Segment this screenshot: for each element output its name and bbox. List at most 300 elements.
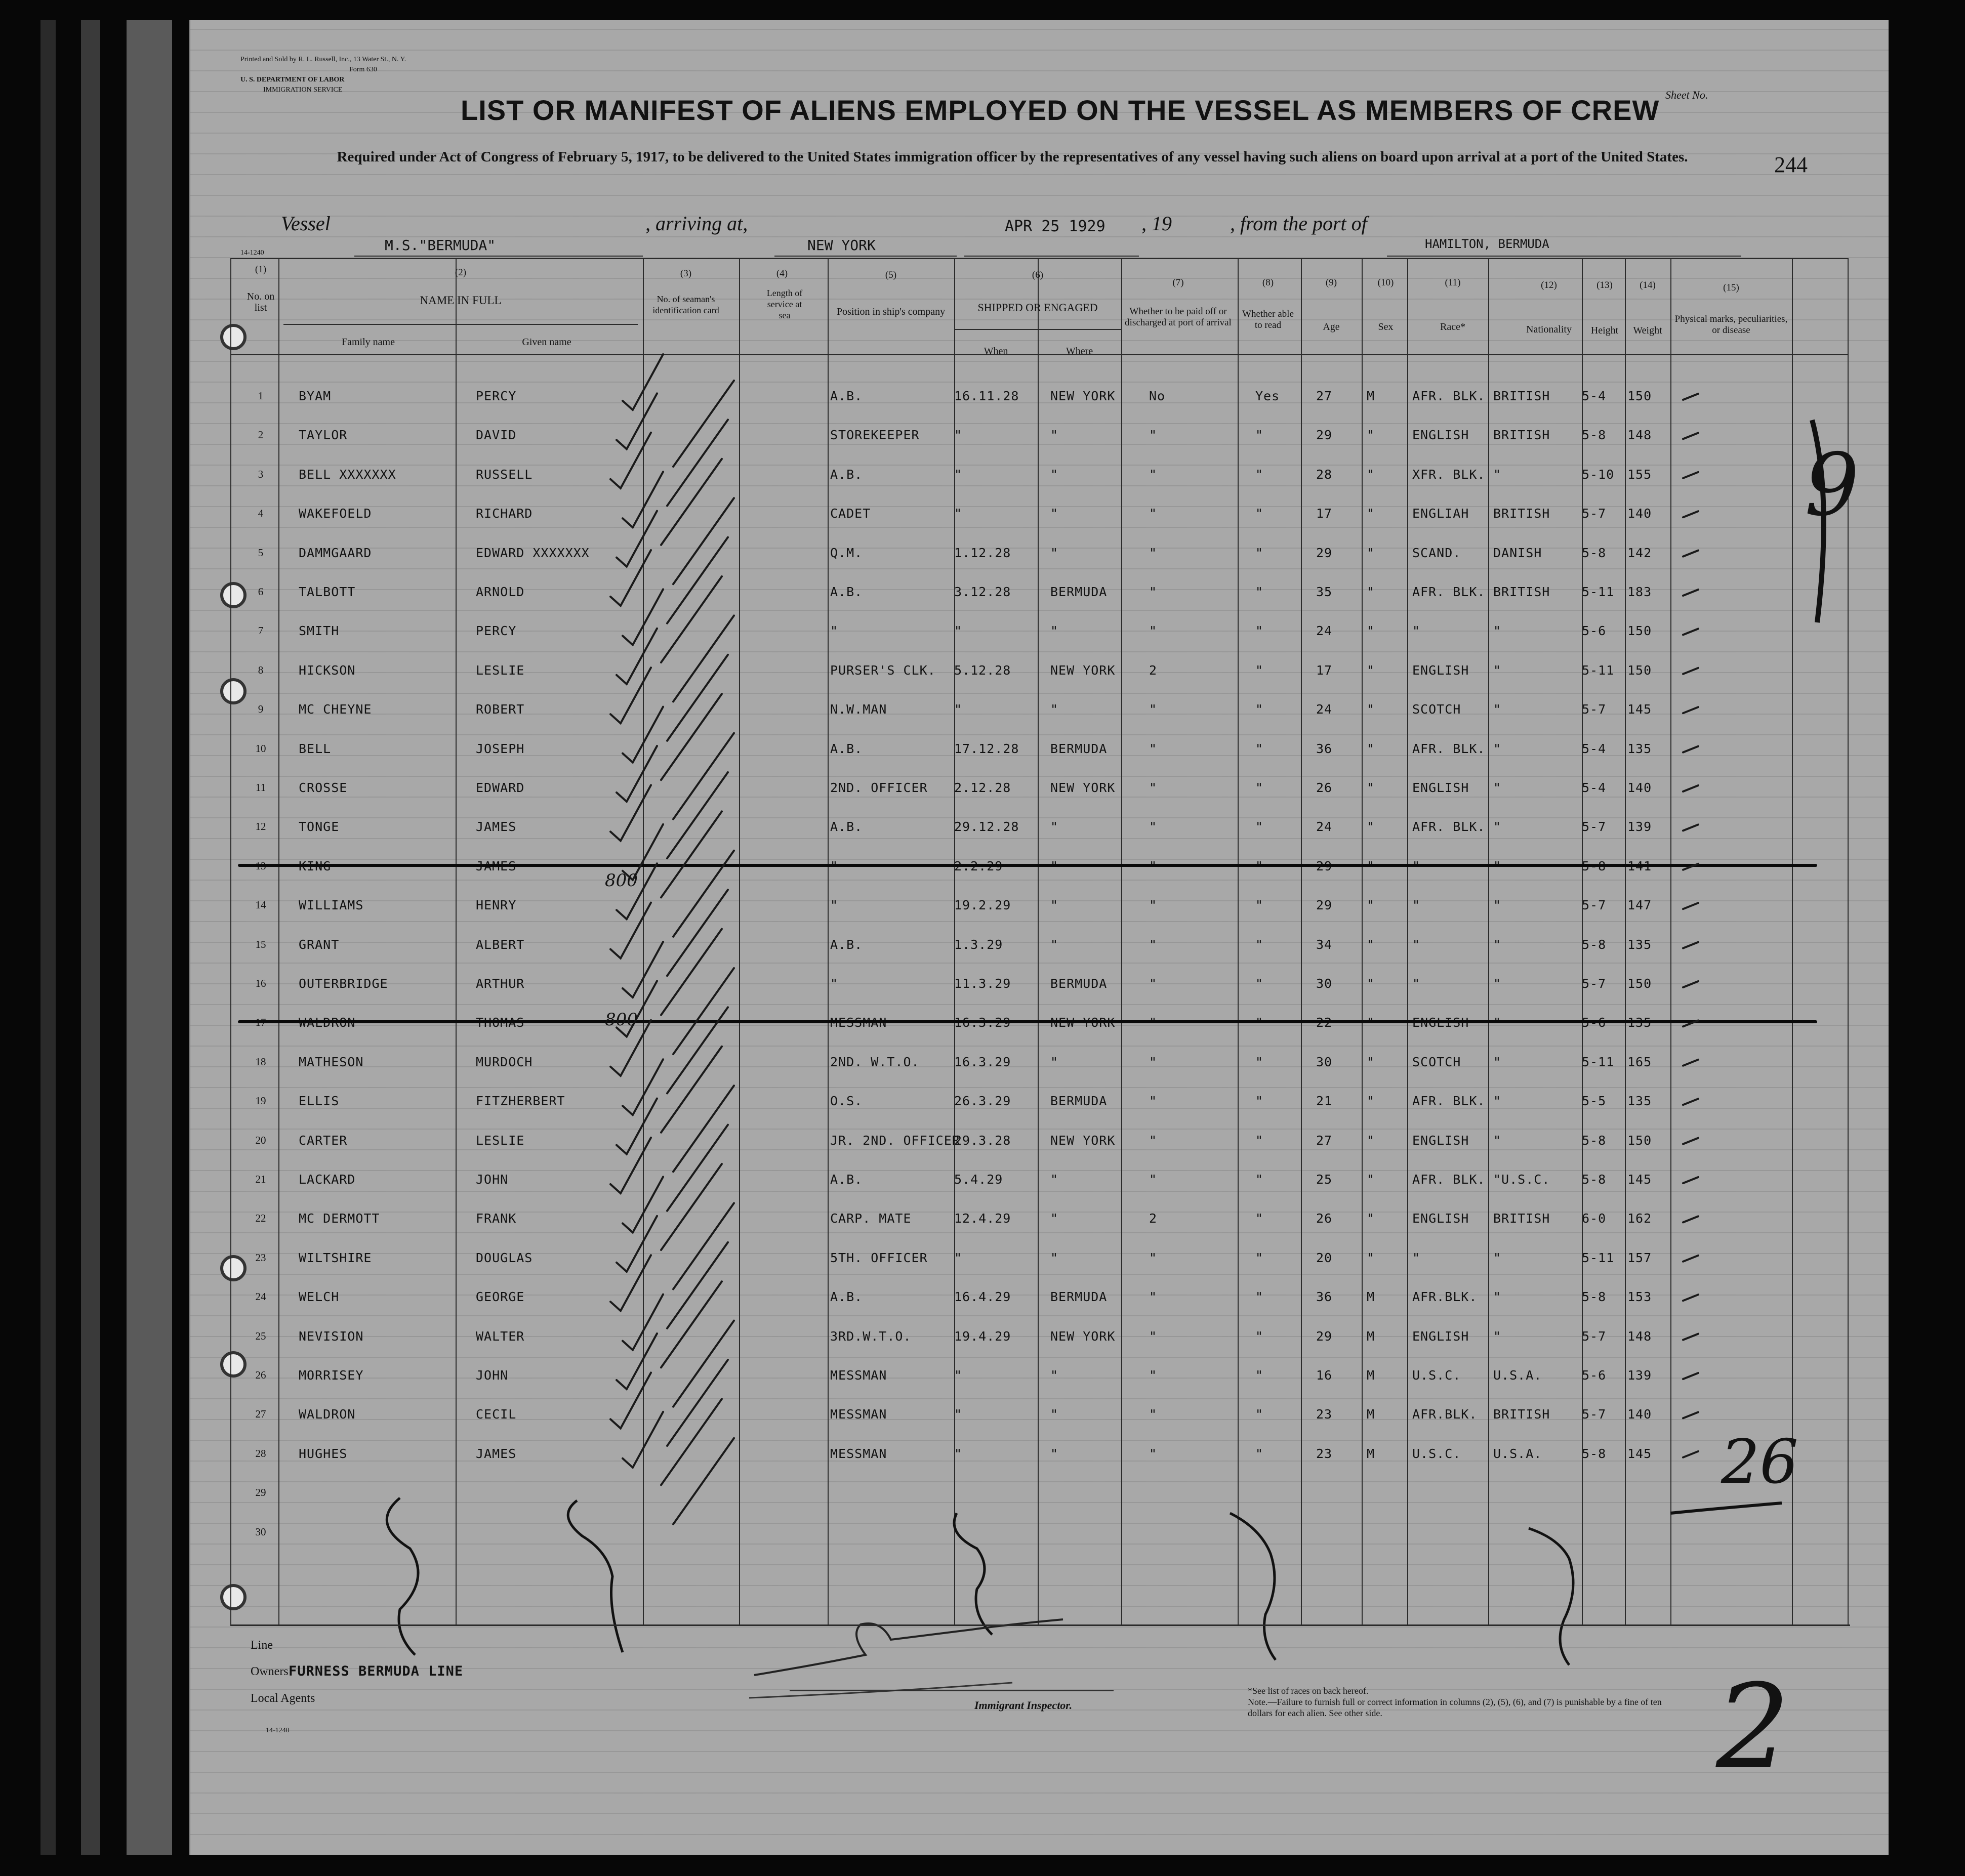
cell-paid: " (1149, 741, 1158, 756)
cell-age: 27 (1316, 389, 1333, 403)
cell-family: WILLIAMS (299, 898, 364, 913)
cell-paid: No (1149, 389, 1166, 403)
cell-where: " (1050, 819, 1059, 835)
cell-sex: M (1367, 1328, 1375, 1344)
cell-given: ALBERT (476, 937, 525, 952)
cell-height: 5-8 (1582, 428, 1607, 443)
cell-when: 5.12.28 (954, 662, 1011, 678)
owners-value: FURNESS BERMUDA LINE (289, 1663, 464, 1679)
cell-age: 26 (1316, 780, 1333, 795)
cell-where: " (1050, 1211, 1059, 1226)
col-header-race: Race* (1440, 321, 1465, 332)
cell-weight: 162 (1627, 1211, 1652, 1226)
margin-number: 9 (1805, 435, 1860, 535)
cell-read: " (1255, 976, 1264, 991)
cell-age: 23 (1316, 1446, 1333, 1461)
cell-paid: " (1149, 1368, 1158, 1383)
col-header-paid-off: Whether to be paid off or discharged at port of arrival (1125, 306, 1232, 328)
cell-paid: " (1149, 1250, 1158, 1265)
cell-sex: " (1367, 1211, 1375, 1226)
cell-where: " (1050, 467, 1059, 482)
cell-nat: BRITISH (1493, 585, 1550, 599)
cell-family: WELCH (299, 1289, 340, 1305)
cell-read: " (1255, 1094, 1264, 1109)
cell-paid: " (1149, 1289, 1158, 1305)
col-num: (5) (885, 270, 897, 280)
cell-race: " (1412, 937, 1421, 952)
cell-given: FRANK (476, 1211, 517, 1226)
cell-read: " (1255, 662, 1264, 678)
cell-age: 36 (1316, 741, 1333, 756)
cell-sex: " (1367, 545, 1375, 560)
cell-sex: M (1367, 1407, 1375, 1422)
cell-when: 1.3.29 (954, 937, 1003, 952)
cell-weight: 157 (1627, 1250, 1652, 1265)
cell-race: ENGLISH (1412, 662, 1469, 678)
row-number: 18 (255, 1055, 266, 1068)
cell-paid: " (1149, 819, 1158, 835)
cell-family: BYAM (299, 389, 332, 403)
cell-age: 16 (1316, 1368, 1333, 1383)
cell-race: XFR. BLK. (1412, 467, 1486, 482)
col-header-no: No. on list (247, 291, 275, 313)
cell-sex: " (1367, 1250, 1375, 1265)
cell-weight: 135 (1627, 937, 1652, 952)
cell-position: A.B. (830, 741, 863, 756)
cell-where: " (1050, 1368, 1059, 1383)
row-number: 30 (255, 1525, 266, 1538)
cell-given: EDWARD (476, 780, 525, 795)
department-name: U. S. DEPARTMENT OF LABOR (240, 76, 345, 84)
cell-where: BERMUDA (1050, 1094, 1108, 1109)
cell-nat: BRITISH (1493, 1211, 1550, 1226)
cell-where: NEW YORK (1050, 1133, 1116, 1148)
row-number: 8 (258, 663, 264, 676)
cell-sex: " (1367, 1094, 1375, 1109)
printer-credit: Printed and Sold by R. L. Russell, Inc., 13 Water St., N. Y. (240, 56, 406, 63)
cell-when: 19.4.29 (954, 1328, 1011, 1344)
tick-mark (1683, 668, 1698, 674)
owners-label: Owners (251, 1665, 289, 1678)
cell-age: 34 (1316, 937, 1333, 952)
cell-race: ENGLISH (1412, 428, 1469, 443)
cell-given: RICHARD (476, 506, 533, 521)
cell-position: A.B. (830, 1289, 863, 1305)
tally-underline (1670, 1503, 1782, 1513)
cell-when: 2.12.28 (954, 780, 1011, 795)
long-brace-mark (387, 1498, 418, 1655)
col-header-position: Position in ship's company (836, 306, 946, 317)
cell-age: 24 (1316, 702, 1333, 717)
col-header-weight: Weight (1633, 325, 1662, 336)
cell-race: " (1412, 623, 1421, 639)
cell-family: CROSSE (299, 780, 348, 795)
cell-given: JAMES (476, 1446, 517, 1461)
col-header-name: NAME IN FULL (420, 294, 502, 307)
cell-when: 3.12.28 (954, 585, 1011, 599)
cell-age: 35 (1316, 585, 1333, 599)
col-header-when: When (984, 346, 1008, 357)
cell-when: 11.3.29 (954, 976, 1011, 991)
tick-mark (1683, 629, 1698, 635)
row-number: 6 (258, 586, 264, 598)
cell-position: MESSMAN (830, 1368, 887, 1383)
cell-where: " (1050, 506, 1059, 521)
cell-sex: " (1367, 506, 1375, 521)
cell-height: 5-7 (1582, 506, 1607, 521)
col-num: (15) (1723, 282, 1739, 293)
tick-mark (1683, 981, 1698, 987)
cell-when: 17.12.28 (954, 741, 1019, 756)
cell-age: 17 (1316, 662, 1333, 678)
cell-sex: " (1367, 976, 1375, 991)
row-number: 24 (255, 1290, 266, 1303)
cell-nat: BRITISH (1493, 1407, 1550, 1422)
cell-sex: " (1367, 662, 1375, 678)
cell-where: BERMUDA (1050, 585, 1108, 599)
cell-race: SCAND. (1412, 545, 1461, 560)
cell-race: U.S.C. (1412, 1446, 1461, 1461)
cell-weight: 148 (1627, 1328, 1652, 1344)
cell-read: " (1255, 428, 1264, 443)
cell-when: 16.3.29 (954, 1054, 1011, 1069)
long-brace-mark (954, 1513, 992, 1635)
page-number: 244 (1774, 152, 1808, 177)
cell-nat: DANISH (1493, 545, 1542, 560)
form-code: 14-1240 (240, 249, 264, 257)
cell-when: 1.12.28 (954, 545, 1011, 560)
cell-position: N.W.MAN (830, 702, 887, 717)
row-number: 19 (255, 1095, 266, 1107)
cell-given: JOHN (476, 1368, 509, 1383)
cell-height: 5-7 (1582, 1407, 1607, 1422)
cell-weight: 150 (1627, 623, 1652, 639)
cell-nat: " (1493, 1133, 1502, 1148)
cell-family: WAKEFOELD (299, 506, 372, 521)
cell-race: AFR.BLK. (1412, 1407, 1478, 1422)
cell-position: MESSMAN (830, 1446, 887, 1461)
cell-where: " (1050, 623, 1059, 639)
year-label: , 19 (1141, 212, 1172, 235)
cell-position: " (830, 898, 839, 913)
row-number: 22 (255, 1212, 266, 1225)
cell-age: 24 (1316, 819, 1333, 835)
col-header-marks: Physical marks, peculiarities, or disease (1674, 314, 1788, 336)
cell-weight: 140 (1627, 1407, 1652, 1422)
row-number: 12 (255, 820, 266, 833)
cell-sex: " (1367, 780, 1375, 795)
col-header-nationality: Nationality (1526, 324, 1572, 335)
cell-read: " (1255, 1289, 1264, 1305)
cell-family: MC CHEYNE (299, 702, 372, 717)
act-requirement-text: Required under Act of Congress of February 5, 1917, to be delivered to the United States immigration officer by the representatives of any vessel having such aliens on board upon arrival at a port of the United States. (337, 149, 1688, 165)
cell-where: " (1050, 702, 1059, 717)
cell-weight: 139 (1627, 819, 1652, 835)
tick-mark (1683, 1020, 1698, 1026)
handwritten-tally: 26 (1721, 1427, 1798, 1497)
cell-weight: 140 (1627, 780, 1652, 795)
cell-where: " (1050, 1054, 1059, 1069)
cell-race: AFR. BLK. (1412, 741, 1486, 756)
col-header-where: Where (1066, 346, 1093, 357)
cell-age: 29 (1316, 898, 1333, 913)
cell-when: " (954, 1446, 963, 1461)
col-num: (1) (255, 264, 267, 275)
cell-where: NEW YORK (1050, 1328, 1116, 1344)
tick-mark (1683, 551, 1698, 557)
cell-where: BERMUDA (1050, 976, 1108, 991)
cell-race: AFR. BLK. (1412, 1172, 1486, 1187)
cell-where: " (1050, 937, 1059, 952)
cell-race: " (1412, 898, 1421, 913)
cell-sex: M (1367, 1289, 1375, 1305)
cell-when: " (954, 467, 963, 482)
cell-position: CADET (830, 506, 871, 521)
cell-height: 5-11 (1582, 585, 1615, 599)
cell-weight: 145 (1627, 1172, 1652, 1187)
cell-paid: " (1149, 467, 1158, 482)
cell-position: A.B. (830, 1172, 863, 1187)
row-number: 2 (258, 429, 264, 441)
cell-height: 5-7 (1582, 702, 1607, 717)
cell-sex: " (1367, 819, 1375, 835)
cell-nat: " (1493, 1250, 1502, 1265)
cell-nat: " (1493, 1328, 1502, 1344)
col-header-service: Length of service at sea (766, 288, 803, 320)
form-number: Form 630 (349, 66, 377, 73)
cell-read: " (1255, 1133, 1264, 1148)
tick-mark (1683, 1060, 1698, 1066)
cell-family: OUTERBRIDGE (299, 976, 388, 991)
tick-mark (1683, 1177, 1698, 1183)
cell-height: 5-4 (1582, 389, 1607, 403)
cell-sex: " (1367, 623, 1375, 639)
col-num: (6) (1032, 270, 1044, 280)
cell-given: GEORGE (476, 1289, 525, 1305)
cell-age: 30 (1316, 976, 1333, 991)
cell-age: 28 (1316, 467, 1333, 482)
row-number: 14 (255, 899, 266, 911)
cell-race: U.S.C. (1412, 1368, 1461, 1383)
cell-family: MATHESON (299, 1054, 364, 1069)
service-name: IMMIGRATION SERVICE (263, 86, 343, 94)
row-number: 25 (255, 1329, 266, 1342)
cell-given: HENRY (476, 898, 517, 913)
col-num: (2) (455, 267, 467, 278)
row-number: 23 (255, 1251, 266, 1264)
cell-height: 5-8 (1582, 1172, 1607, 1187)
cell-sex: " (1367, 898, 1375, 913)
long-brace-mark (1529, 1528, 1573, 1665)
tick-mark (1683, 394, 1698, 400)
cell-when: " (954, 428, 963, 443)
cell-paid: " (1149, 1446, 1158, 1461)
cell-read: " (1255, 545, 1264, 560)
cell-read: " (1255, 819, 1264, 835)
cell-nat: " (1493, 937, 1502, 952)
cell-given: RUSSELL (476, 467, 533, 482)
cell-race: AFR.BLK. (1412, 1289, 1478, 1305)
cell-height: 5-11 (1582, 662, 1615, 678)
cell-family: CARTER (299, 1133, 348, 1148)
cell-weight: 150 (1627, 662, 1652, 678)
tick-mark (1683, 785, 1698, 791)
tick-mark (1683, 1451, 1698, 1457)
cell-family: TONGE (299, 819, 340, 835)
handwritten-large-number: 2 (1716, 1660, 1790, 1795)
cell-nat: " (1493, 1094, 1502, 1109)
cell-race: ENGLISH (1412, 780, 1469, 795)
row-number: 10 (255, 742, 266, 755)
cell-position: 3RD.W.T.O. (830, 1328, 912, 1344)
cell-sex: " (1367, 428, 1375, 443)
cell-where: " (1050, 1172, 1059, 1187)
cell-sex: " (1367, 467, 1375, 482)
col-num: (14) (1640, 280, 1656, 290)
cell-weight: 145 (1627, 702, 1652, 717)
cell-where: NEW YORK (1050, 662, 1116, 678)
col-num: (12) (1541, 280, 1557, 290)
cell-paid: " (1149, 585, 1158, 599)
cell-position: A.B. (830, 467, 863, 482)
tick-mark (1683, 1373, 1698, 1379)
col-header-age: Age (1323, 321, 1340, 332)
cell-position: A.B. (830, 389, 863, 403)
cell-when: " (954, 702, 963, 717)
row-number: 7 (258, 624, 264, 637)
arrival-date-stamp: APR 25 1929 (1005, 218, 1106, 235)
tick-mark (1683, 1138, 1698, 1144)
cell-position: " (830, 623, 839, 639)
cell-weight: 148 (1627, 428, 1652, 443)
cell-read: " (1255, 585, 1264, 599)
cell-read: " (1255, 1328, 1264, 1344)
cell-paid: " (1149, 1328, 1158, 1344)
cell-nat: " (1493, 819, 1502, 835)
cell-when: 5.4.29 (954, 1172, 1003, 1187)
cell-where: BERMUDA (1050, 741, 1108, 756)
cell-nat: BRITISH (1493, 506, 1550, 521)
cell-sex: " (1367, 585, 1375, 599)
cell-age: 27 (1316, 1133, 1333, 1148)
cell-position: " (830, 976, 839, 991)
row-number: 29 (255, 1486, 266, 1499)
col-header-sex: Sex (1378, 321, 1394, 332)
col-num: (4) (776, 268, 788, 279)
cell-given: WALTER (476, 1328, 525, 1344)
cell-race: AFR. BLK. (1412, 1094, 1486, 1109)
cell-read: " (1255, 898, 1264, 913)
tick-mark (1683, 824, 1698, 830)
cell-when: " (954, 623, 963, 639)
cell-paid: " (1149, 780, 1158, 795)
col-num: (8) (1262, 277, 1274, 288)
cell-given: LESLIE (476, 662, 525, 678)
cell-sex: " (1367, 937, 1375, 952)
cell-family: WILTSHIRE (299, 1250, 372, 1265)
cell-position: Q.M. (830, 545, 863, 560)
col-header-height: Height (1590, 325, 1619, 336)
cell-read: " (1255, 1172, 1264, 1187)
cell-read: " (1255, 506, 1264, 521)
cell-given: EDWARD XXXXXXX (476, 545, 590, 560)
cell-sex: " (1367, 741, 1375, 756)
cell-position: A.B. (830, 819, 863, 835)
cell-nat: "U.S.C. (1493, 1172, 1550, 1187)
cell-position: O.S. (830, 1094, 863, 1109)
tick-mark (1683, 1412, 1698, 1418)
cell-given: PERCY (476, 623, 517, 639)
cell-when: " (954, 1407, 963, 1422)
cell-weight: 183 (1627, 585, 1652, 599)
cell-race: ENGLIAH (1412, 506, 1469, 521)
cell-given: JAMES (476, 819, 517, 835)
cell-where: BERMUDA (1050, 1289, 1108, 1305)
cell-race: AFR. BLK. (1412, 389, 1486, 403)
vessel-name: M.S."BERMUDA" (385, 237, 496, 254)
cell-age: 36 (1316, 1289, 1333, 1305)
cell-given: DOUGLAS (476, 1250, 533, 1265)
cell-when: 16.4.29 (954, 1289, 1011, 1305)
cell-nat: BRITISH (1493, 428, 1550, 443)
cell-race: " (1412, 976, 1421, 991)
cell-paid: 2 (1149, 662, 1158, 678)
cell-paid: " (1149, 545, 1158, 560)
cell-family: GRANT (299, 937, 340, 952)
tick-mark (1683, 511, 1698, 517)
row-number: 4 (258, 507, 264, 520)
cell-family: NEVISION (299, 1328, 364, 1344)
cell-race: ENGLISH (1412, 1211, 1469, 1226)
cell-weight: 139 (1627, 1368, 1652, 1383)
cell-family: WALDRON (299, 1407, 356, 1422)
cell-when: " (954, 1368, 963, 1383)
cell-paid: " (1149, 1054, 1158, 1069)
cell-nat: " (1493, 702, 1502, 717)
row-number: 16 (255, 977, 266, 989)
cell-read: Yes (1255, 389, 1280, 403)
col-num: (10) (1377, 277, 1394, 288)
cell-sex: " (1367, 1133, 1375, 1148)
cell-where: NEW YORK (1050, 389, 1116, 403)
cell-weight: 135 (1627, 741, 1652, 756)
cell-position: A.B. (830, 937, 863, 952)
cell-nat: " (1493, 1054, 1502, 1069)
cell-family: HUGHES (299, 1446, 348, 1461)
cell-height: 5-11 (1582, 1250, 1615, 1265)
cell-age: 29 (1316, 545, 1333, 560)
cell-read: " (1255, 1250, 1264, 1265)
cell-height: 5-7 (1582, 1328, 1607, 1344)
cell-weight: 145 (1627, 1446, 1652, 1461)
cell-race: AFR. BLK. (1412, 819, 1486, 835)
cell-race: SCOTCH (1412, 1054, 1461, 1069)
cell-sex: " (1367, 1054, 1375, 1069)
cell-age: 29 (1316, 428, 1333, 443)
long-brace-mark (568, 1500, 623, 1652)
cell-read: " (1255, 1368, 1264, 1383)
cell-age: 26 (1316, 1211, 1333, 1226)
col-num: (13) (1596, 280, 1613, 290)
from-port-label: , from the port of (1230, 212, 1367, 235)
cell-height: 6-0 (1582, 1211, 1607, 1226)
tick-mark (1683, 1099, 1698, 1105)
cell-given: ARNOLD (476, 585, 525, 599)
cell-family: MC DERMOTT (299, 1211, 380, 1226)
arrival-port: NEW YORK (807, 237, 876, 254)
cell-sex: M (1367, 1368, 1375, 1383)
checkmark (623, 354, 734, 467)
